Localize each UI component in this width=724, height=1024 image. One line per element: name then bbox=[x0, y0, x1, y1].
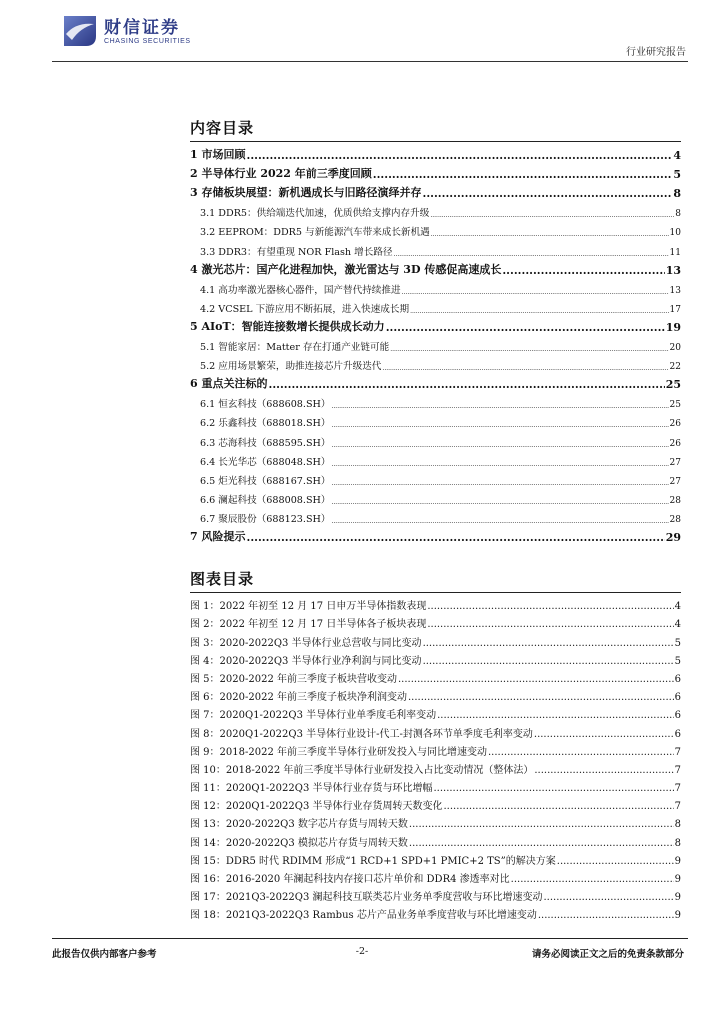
dot-leader bbox=[427, 619, 673, 630]
dot-leader bbox=[543, 892, 673, 903]
footer-disclaimer-right: 请务必阅读正文之后的免责条款部分 bbox=[531, 949, 684, 960]
toc-entry-label: 6.3 芯海科技（688595.SH） bbox=[200, 437, 331, 449]
toc-entry-label: 4.2 VCSEL 下游应用不断拓展，进入快速成长期 bbox=[200, 303, 410, 315]
toc-entry[interactable] bbox=[190, 277, 681, 296]
figure-entry[interactable] bbox=[190, 794, 681, 812]
figure-entry[interactable] bbox=[190, 740, 681, 758]
toc-entry-page: 5 bbox=[673, 168, 681, 182]
toc-entry-label: 7 风险提示 bbox=[190, 529, 246, 543]
toc-entry-label: 5.1 智能家居：Matter 存在打通产业链可能 bbox=[200, 342, 390, 354]
toc-entry-label: 6.7 聚辰股份（688123.SH） bbox=[200, 513, 331, 525]
figure-entry-page: 5 bbox=[674, 637, 681, 649]
toc-entry[interactable] bbox=[190, 506, 681, 525]
dot-leader bbox=[331, 499, 668, 506]
figure-entry-page: 4 bbox=[674, 601, 681, 613]
figure-entry[interactable] bbox=[190, 830, 681, 848]
toc-entry[interactable] bbox=[190, 468, 681, 487]
toc-entry-label: 5.2 应用场景繁荣，助推连接芯片升级迭代 bbox=[200, 361, 382, 373]
toc-entry-page: 25 bbox=[669, 400, 681, 411]
dot-leader bbox=[538, 910, 674, 921]
dot-leader bbox=[557, 856, 674, 867]
figure-entry[interactable] bbox=[190, 612, 681, 630]
dot-leader bbox=[423, 638, 674, 649]
toc-entry[interactable] bbox=[190, 219, 681, 238]
toc-entry-page: 27 bbox=[669, 476, 681, 487]
logo-mark-icon bbox=[62, 14, 98, 48]
toc-entry-page: 17 bbox=[669, 304, 681, 315]
figure-entry-page: 9 bbox=[674, 855, 681, 867]
figure-entry[interactable] bbox=[190, 867, 681, 885]
toc-entry-page: 11 bbox=[669, 247, 681, 258]
toc-entry-label: 1 市场回顾 bbox=[190, 148, 246, 162]
dot-leader bbox=[398, 674, 674, 685]
dot-leader bbox=[386, 321, 665, 334]
dot-leader bbox=[402, 289, 669, 296]
toc-entry-page: 25 bbox=[665, 378, 681, 392]
figure-entry-page: 8 bbox=[674, 837, 681, 849]
figure-entry[interactable] bbox=[190, 703, 681, 721]
dot-leader bbox=[488, 747, 674, 758]
figure-entry-page: 6 bbox=[674, 692, 681, 704]
dot-leader bbox=[423, 656, 674, 667]
toc-entry[interactable] bbox=[190, 410, 681, 429]
figure-entry-page: 7 bbox=[674, 801, 681, 813]
toc-entry[interactable] bbox=[190, 258, 681, 277]
figure-entry-label: 图 15：DDR5 时代 RDIMM 形成“1 RCD+1 SPD+1 PMIC+2 TS”的解决方案 bbox=[190, 855, 556, 867]
dot-leader bbox=[331, 480, 668, 487]
figure-entry-page: 9 bbox=[674, 874, 681, 885]
document-type: 行业研究报告 bbox=[626, 47, 686, 58]
figures-title: 图表目录 bbox=[190, 570, 255, 588]
company-name-en: CHASING SECURITIES bbox=[104, 37, 191, 45]
figure-entry-label: 图 3：2020-2022Q3 半导体行业总营收与同比变动 bbox=[190, 637, 422, 649]
dot-leader bbox=[408, 692, 674, 703]
figure-entry[interactable] bbox=[190, 758, 681, 776]
toc-entry[interactable] bbox=[190, 315, 681, 334]
toc-entry[interactable] bbox=[190, 353, 681, 372]
dot-leader bbox=[331, 461, 668, 468]
toc-entry-label: 4.1 高功率激光器核心器件，国产替代持续推进 bbox=[200, 284, 401, 296]
toc-entry-page: 27 bbox=[669, 457, 681, 468]
toc-entry-page: 13 bbox=[669, 285, 681, 296]
toc-entry-page: 26 bbox=[669, 419, 681, 430]
header-divider bbox=[52, 61, 688, 62]
toc-entry-page: 8 bbox=[675, 209, 681, 220]
figure-entry-page: 9 bbox=[674, 910, 681, 922]
toc-entry-page: 29 bbox=[665, 530, 681, 544]
toc-entry-label: 5 AIoT：智能连接数增长提供成长动力 bbox=[190, 319, 385, 333]
dot-leader bbox=[331, 518, 668, 525]
figure-entry-label: 图 17：2021Q3-2022Q3 澜起科技互联类芯片业务单季度营收与环比增速变动 bbox=[190, 892, 543, 904]
figure-entry-label: 图 11：2020Q1-2022Q3 半导体行业存货与环比增幅 bbox=[190, 783, 433, 795]
figure-entry[interactable] bbox=[190, 776, 681, 794]
figure-entry-label: 图 7：2020Q1-2022Q3 半导体行业单季度毛利率变动 bbox=[190, 710, 437, 722]
dot-leader bbox=[409, 819, 674, 830]
figure-entry[interactable] bbox=[190, 667, 681, 685]
dot-leader bbox=[502, 264, 664, 277]
toc-entry-label: 4 激光芯片：国产化进程加快，激光雷达与 3D 传感促高速成长 bbox=[190, 262, 502, 276]
toc-entry-page: 22 bbox=[669, 362, 681, 373]
toc-entry[interactable] bbox=[190, 525, 681, 544]
toc-entry-page: 4 bbox=[673, 149, 681, 163]
toc-entry[interactable] bbox=[190, 200, 681, 219]
dot-leader bbox=[373, 168, 673, 181]
dot-leader bbox=[430, 212, 674, 219]
figure-entry-label: 图 14：2020-2022Q3 模拟芯片存货与周转天数 bbox=[190, 837, 408, 849]
dot-leader bbox=[437, 710, 674, 721]
figure-entry[interactable] bbox=[190, 721, 681, 739]
toc-entry-page: 8 bbox=[673, 187, 681, 201]
toc-entry-label: 3 存储板块展望：新机遇成长与旧路径演绎并存 bbox=[190, 186, 422, 200]
dot-leader bbox=[443, 801, 673, 812]
dot-leader bbox=[394, 251, 669, 258]
dot-leader bbox=[410, 308, 668, 315]
dot-leader bbox=[390, 346, 668, 353]
toc-title-divider bbox=[190, 141, 681, 142]
figure-entry-label: 图 8：2020Q1-2022Q3 半导体行业设计-代工-封测各环节单季度毛利率变动 bbox=[190, 728, 533, 740]
dot-leader bbox=[331, 442, 668, 449]
dot-leader bbox=[246, 531, 664, 544]
toc-entry-label: 6.1 恒玄科技（688608.SH） bbox=[200, 399, 331, 411]
dot-leader bbox=[433, 783, 673, 794]
figure-entry[interactable] bbox=[190, 594, 681, 612]
toc-entry-label: 6 重点关注标的 bbox=[190, 377, 268, 391]
table-of-contents bbox=[190, 143, 681, 544]
dot-leader bbox=[331, 403, 668, 410]
toc-entry-page: 28 bbox=[669, 514, 681, 525]
figure-entry-label: 图 4：2020-2022Q3 半导体行业净利润与同比变动 bbox=[190, 655, 422, 667]
toc-entry-page: 26 bbox=[669, 438, 681, 449]
company-logo bbox=[62, 14, 191, 48]
toc-entry-label: 3.3 DDR3：有望重现 NOR Flash 增长路径 bbox=[200, 246, 393, 258]
toc-entry-page: 19 bbox=[665, 320, 681, 334]
toc-entry[interactable] bbox=[190, 334, 681, 353]
toc-entry[interactable] bbox=[190, 391, 681, 410]
dot-leader bbox=[534, 729, 674, 740]
figure-entry-page: 9 bbox=[674, 892, 681, 904]
figure-entry[interactable] bbox=[190, 630, 681, 648]
toc-entry[interactable] bbox=[190, 429, 681, 448]
figure-entry[interactable] bbox=[190, 685, 681, 703]
dot-leader bbox=[422, 187, 672, 200]
toc-entry-label: 2 半导体行业 2022 年前三季度回顾 bbox=[190, 167, 372, 181]
figure-entry-page: 7 bbox=[674, 746, 681, 758]
toc-entry-page: 13 bbox=[665, 263, 681, 277]
dot-leader bbox=[268, 378, 664, 391]
toc-entry[interactable] bbox=[190, 238, 681, 257]
toc-entry-label: 6.2 乐鑫科技（688018.SH） bbox=[200, 418, 331, 430]
dot-leader bbox=[409, 838, 674, 849]
figure-entry[interactable] bbox=[190, 812, 681, 830]
toc-title: 内容目录 bbox=[190, 119, 255, 137]
figure-entry-label: 图 12：2020Q1-2022Q3 半导体行业存货周转天数变化 bbox=[190, 801, 443, 813]
figure-entry-label: 图 5：2020-2022 年前三季度子板块营收变动 bbox=[190, 673, 397, 685]
figure-entry-page: 8 bbox=[674, 819, 681, 831]
toc-entry[interactable] bbox=[190, 449, 681, 468]
toc-entry-label: 3.1 DDR5：供给端迭代加速，优质供给支撑内存升级 bbox=[200, 208, 430, 220]
figure-entry[interactable] bbox=[190, 849, 681, 867]
dot-leader bbox=[382, 365, 668, 372]
dot-leader bbox=[431, 231, 669, 238]
toc-entry[interactable] bbox=[190, 296, 681, 315]
figure-entry-label: 图 2：2022 年初至 12 月 17 日半导体各子板块表现 bbox=[190, 619, 427, 631]
figure-entry-label: 图 6：2020-2022 年前三季度子板块净利润变动 bbox=[190, 692, 407, 704]
toc-entry[interactable] bbox=[190, 143, 681, 162]
toc-entry-label: 6.6 澜起科技（688008.SH） bbox=[200, 494, 331, 506]
toc-entry-page: 20 bbox=[669, 343, 681, 354]
figures-title-divider bbox=[190, 592, 681, 593]
toc-entry[interactable] bbox=[190, 372, 681, 391]
dot-leader bbox=[331, 422, 668, 429]
figure-entry-page: 6 bbox=[674, 710, 681, 722]
dot-leader bbox=[427, 601, 673, 612]
list-of-figures bbox=[190, 594, 681, 921]
figure-entry-page: 5 bbox=[674, 655, 681, 667]
figure-entry-page: 7 bbox=[674, 783, 681, 795]
figure-entry-label: 图 16：2016-2020 年澜起科技内存接口芯片单价和 DDR4 渗透率对比 bbox=[190, 874, 510, 885]
figure-entry-page: 4 bbox=[674, 619, 681, 631]
toc-entry-page: 10 bbox=[669, 228, 681, 239]
toc-entry-page: 28 bbox=[669, 495, 681, 506]
toc-entry[interactable] bbox=[190, 487, 681, 506]
figure-entry[interactable] bbox=[190, 885, 681, 903]
figure-entry-page: 7 bbox=[674, 764, 681, 776]
footer-disclaimer-left: 此报告仅供内部客户参考 bbox=[52, 949, 157, 960]
figure-entry-label: 图 9：2018-2022 年前三季度半导体行业研发投入与同比增速变动 bbox=[190, 746, 487, 758]
footer-divider bbox=[52, 938, 688, 939]
page-number: -2- bbox=[355, 946, 369, 957]
toc-entry[interactable] bbox=[190, 162, 681, 181]
figure-entry[interactable] bbox=[190, 649, 681, 667]
figure-entry[interactable] bbox=[190, 903, 681, 921]
figure-entry-label: 图 10：2018-2022 年前三季度半导体行业研发投入占比变动情况（整体法） bbox=[190, 764, 534, 776]
toc-entry-label: 6.4 长光华芯（688048.SH） bbox=[200, 456, 331, 468]
toc-entry[interactable] bbox=[190, 181, 681, 200]
figure-entry-label: 图 18：2021Q3-2022Q3 Rambus 芯片产品业务单季度营收与环比增速变动 bbox=[190, 910, 537, 922]
dot-leader bbox=[246, 149, 672, 162]
dot-leader bbox=[534, 765, 673, 776]
figure-entry-label: 图 13：2020-2022Q3 数字芯片存货与周转天数 bbox=[190, 819, 408, 831]
toc-entry-label: 6.5 炬光科技（688167.SH） bbox=[200, 475, 331, 487]
figure-entry-label: 图 1：2022 年初至 12 月 17 日申万半导体指数表现 bbox=[190, 601, 427, 613]
figure-entry-page: 6 bbox=[674, 673, 681, 685]
dot-leader bbox=[511, 874, 674, 885]
company-name-cn: 财信证券 bbox=[104, 17, 180, 38]
figure-entry-page: 6 bbox=[674, 728, 681, 740]
toc-entry-label: 3.2 EEPROM：DDR5 与新能源汽车带来成长新机遇 bbox=[200, 227, 430, 239]
